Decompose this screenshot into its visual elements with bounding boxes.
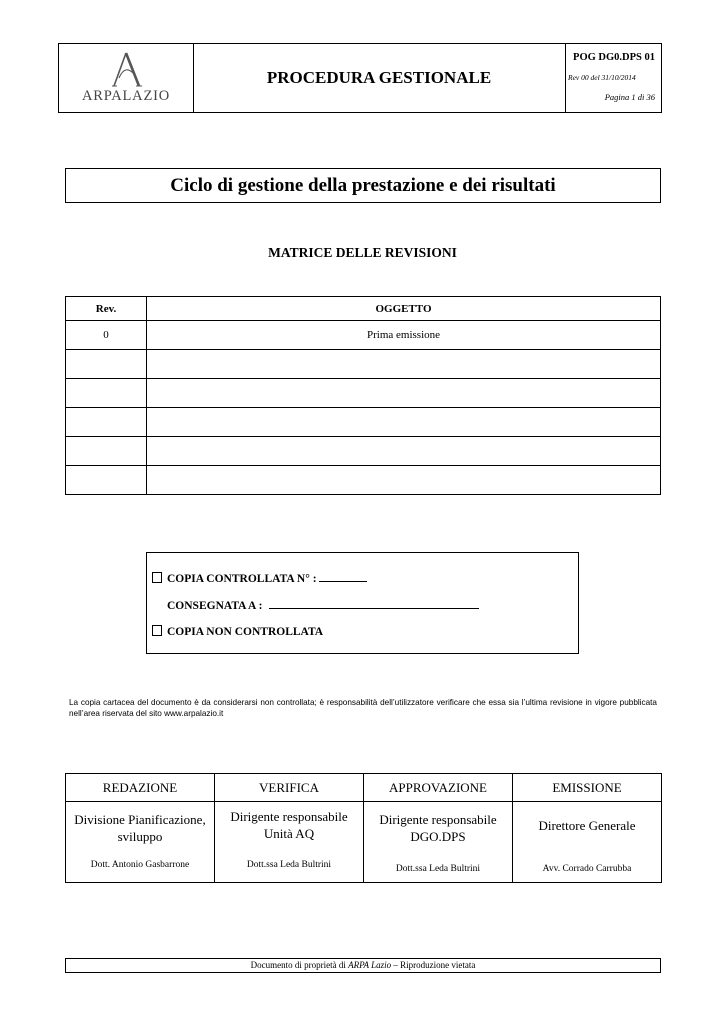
uncontrolled-copy-line xyxy=(152,625,323,638)
role-line: sviluppo xyxy=(117,829,163,844)
header-verifica: VERIFICA xyxy=(215,774,364,802)
approvazione-role xyxy=(364,811,512,845)
object-cell: Prima emissione xyxy=(147,321,661,350)
revision-date: Rev 00 del 31/10/2014 xyxy=(568,73,636,82)
delivered-to-field[interactable] xyxy=(269,597,479,609)
approval-header-row xyxy=(66,774,662,802)
footer-owner: ARPA Lazio xyxy=(348,960,392,970)
verifica-role xyxy=(215,808,363,842)
header-approvazione: APPROVAZIONE xyxy=(364,774,513,802)
uncontrolled-copy-checkbox[interactable] xyxy=(152,625,162,636)
footer-text: Documento di proprietà di xyxy=(250,960,349,970)
column-header-object: OGGETTO xyxy=(147,297,661,321)
table-header-row xyxy=(66,297,661,321)
object-cell xyxy=(147,408,661,437)
rev-cell xyxy=(66,437,147,466)
rev-cell xyxy=(66,466,147,495)
emissione-cell xyxy=(513,802,662,883)
role-line: Dirigente responsabile xyxy=(230,809,348,824)
emissione-role xyxy=(513,817,661,834)
approval-body-row xyxy=(66,802,662,883)
document-code: POG DG0.DPS 01 xyxy=(573,52,655,63)
arpalazio-logo xyxy=(59,44,194,112)
table-row xyxy=(66,379,661,408)
table-row xyxy=(66,437,661,466)
controlled-copy-label: COPIA CONTROLLATA N° : xyxy=(167,573,317,585)
role-line: Divisione Pianificazione, xyxy=(74,812,206,827)
object-cell xyxy=(147,379,661,408)
copy-number-field[interactable] xyxy=(319,570,367,582)
table-row xyxy=(66,350,661,379)
page-footer xyxy=(65,958,661,973)
rev-cell xyxy=(66,379,147,408)
page-number: Pagina 1 di 36 xyxy=(604,92,655,102)
approvazione-name: Dott.ssa Leda Bultrini xyxy=(395,864,481,874)
revision-matrix-title: MATRICE DELLE REVISIONI xyxy=(268,245,457,260)
redazione-role xyxy=(66,811,214,845)
header-redazione: REDAZIONE xyxy=(66,774,215,802)
object-cell xyxy=(147,466,661,495)
footer-text-end: – Riproduzione vietata xyxy=(391,960,476,970)
table-row xyxy=(66,321,661,350)
document-header xyxy=(58,43,662,113)
delivered-to-line xyxy=(167,597,479,612)
rev-cell xyxy=(66,408,147,437)
table-row xyxy=(66,408,661,437)
rev-cell: 0 xyxy=(66,321,147,350)
column-header-rev: Rev. xyxy=(66,297,147,321)
controlled-copy-checkbox[interactable] xyxy=(152,572,162,583)
verifica-cell xyxy=(215,802,364,883)
header-emissione: EMISSIONE xyxy=(513,774,662,802)
role-line: Unità AQ xyxy=(263,826,315,841)
uncontrolled-copy-label: COPIA NON CONTROLLATA xyxy=(167,626,324,638)
controlled-copy-line xyxy=(152,570,367,585)
document-title: Ciclo di gestione della prestazione e dei risultati xyxy=(65,168,661,203)
arpa-a-logo-icon xyxy=(81,50,171,90)
role-line: DGO.DPS xyxy=(410,829,466,844)
table-row xyxy=(66,466,661,495)
rev-cell xyxy=(66,350,147,379)
role-line: Direttore Generale xyxy=(538,818,636,833)
emissione-name: Avv. Corrado Carrubba xyxy=(542,864,632,874)
object-cell xyxy=(147,350,661,379)
redazione-cell xyxy=(66,802,215,883)
approval-table xyxy=(65,773,662,883)
delivered-to-label: CONSEGNATA A : xyxy=(167,600,263,612)
brand-name: ARPALAZIO xyxy=(81,88,171,104)
document-meta xyxy=(565,44,661,112)
procedure-type: PROCEDURA GESTIONALE xyxy=(193,44,566,112)
role-line: Dirigente responsabile xyxy=(379,812,497,827)
copy-control-box xyxy=(146,552,579,654)
revision-table xyxy=(65,296,661,495)
approvazione-cell xyxy=(364,802,513,883)
redazione-name: Dott. Antonio Gasbarrone xyxy=(90,860,190,870)
verifica-name: Dott.ssa Leda Bultrini xyxy=(246,860,332,870)
object-cell xyxy=(147,437,661,466)
disclaimer-text: La copia cartacea del documento è da considerarsi non controllata; è responsabilità dell’utilizzatore verificare che essa sia l’ultima revisione in vigore pubblicata nell’area riservata del sito www.arpalazio.it xyxy=(69,698,657,718)
